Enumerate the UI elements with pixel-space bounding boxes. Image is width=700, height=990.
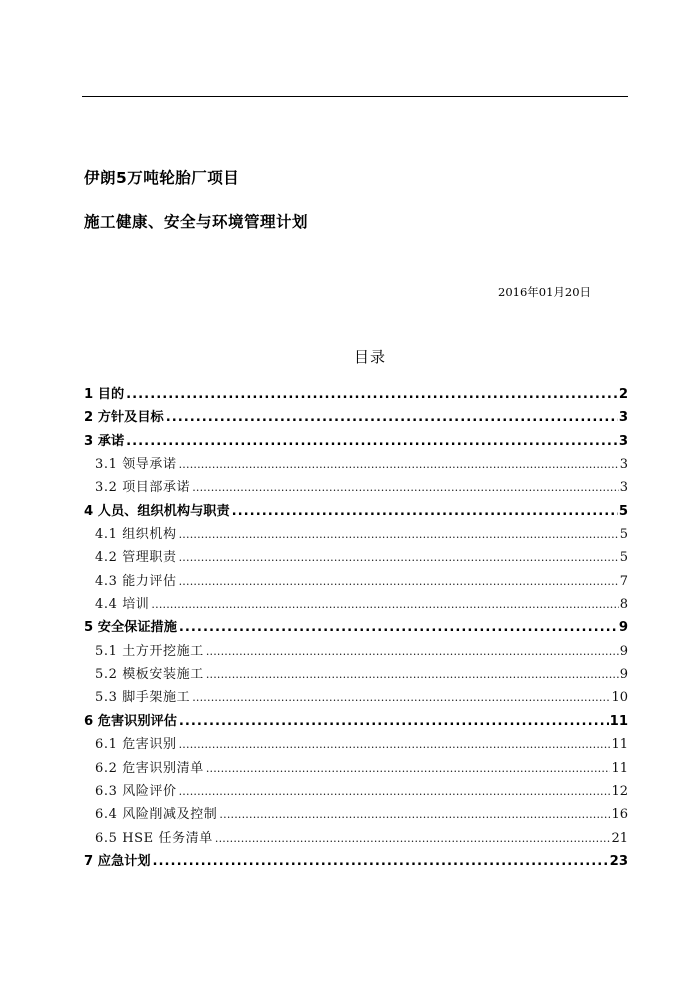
toc-dot-leader xyxy=(215,827,611,850)
toc-entry-page-number: 9 xyxy=(619,643,628,659)
toc-entry-label: 3.2 项目部承诺 xyxy=(95,480,191,496)
toc-entry-chapter[interactable] xyxy=(84,710,628,733)
toc-entry-label: 6.1 危害识别 xyxy=(95,737,177,753)
toc-entry-page-number: 5 xyxy=(619,550,628,566)
toc-entry-section[interactable] xyxy=(84,780,628,803)
toc-entry-label: 4.2 管理职责 xyxy=(95,550,177,566)
toc-dot-leader xyxy=(192,476,619,499)
toc-dot-leader xyxy=(179,616,618,639)
toc-dot-leader xyxy=(192,686,610,709)
toc-dot-leader xyxy=(206,663,619,686)
toc-entry-page-number: 11 xyxy=(611,737,628,753)
toc-entry-page-number: 23 xyxy=(609,853,628,869)
toc-dot-leader xyxy=(219,803,610,826)
toc-dot-leader xyxy=(126,430,618,453)
toc-dot-leader xyxy=(206,757,611,780)
toc-entry-label: 2 方针及目标 xyxy=(84,410,164,426)
toc-entry-chapter[interactable] xyxy=(84,616,628,639)
toc-entry-page-number: 3 xyxy=(618,433,628,449)
toc-entry-page-number: 5 xyxy=(619,527,628,543)
toc-entry-label: 3.1 领导承诺 xyxy=(95,457,177,473)
toc-entry-page-number: 7 xyxy=(619,573,628,589)
toc-entry-label: 6.5 HSE 任务清单 xyxy=(95,830,213,846)
toc-entry-label: 5.2 模板安装施工 xyxy=(95,667,204,683)
toc-entry-label: 6 危害识别评估 xyxy=(84,713,177,729)
toc-entry-page-number: 21 xyxy=(611,830,628,846)
toc-entry-label: 4.1 组织机构 xyxy=(95,527,177,543)
toc-entry-section[interactable] xyxy=(84,733,628,756)
toc-entry-section[interactable] xyxy=(84,546,628,569)
toc-entry-page-number: 12 xyxy=(611,783,628,799)
toc-entry-page-number: 11 xyxy=(611,760,628,776)
toc-entry-page-number: 11 xyxy=(609,713,628,729)
toc-entry-chapter[interactable] xyxy=(84,383,628,406)
toc-dot-leader xyxy=(126,383,618,406)
document-title: 施工健康、安全与环境管理计划 xyxy=(84,213,309,231)
toc-entry-section[interactable] xyxy=(84,686,628,709)
toc-entry-label: 7 应急计划 xyxy=(84,853,151,869)
toc-entry-label: 5.1 土方开挖施工 xyxy=(95,643,204,659)
toc-dot-leader xyxy=(232,500,618,523)
table-of-contents xyxy=(84,383,628,873)
toc-entry-page-number: 10 xyxy=(611,690,628,706)
toc-entry-section[interactable] xyxy=(84,757,628,780)
toc-entry-label: 4.3 能力评估 xyxy=(95,573,177,589)
toc-dot-leader xyxy=(179,710,609,733)
toc-entry-label: 6.3 风险评价 xyxy=(95,783,177,799)
toc-entry-page-number: 8 xyxy=(619,597,628,613)
toc-entry-page-number: 16 xyxy=(611,807,628,823)
toc-entry-label: 4.4 培训 xyxy=(95,597,150,613)
toc-entry-page-number: 9 xyxy=(619,667,628,683)
toc-entry-label: 5.3 脚手架施工 xyxy=(95,690,191,706)
toc-dot-leader xyxy=(179,733,611,756)
toc-dot-leader xyxy=(179,523,619,546)
toc-dot-leader xyxy=(151,593,618,616)
toc-dot-leader xyxy=(179,453,619,476)
toc-entry-label: 3 承诺 xyxy=(84,433,125,449)
toc-dot-leader xyxy=(153,850,609,873)
toc-entry-section[interactable] xyxy=(84,593,628,616)
toc-entry-section[interactable] xyxy=(84,453,628,476)
toc-entry-chapter[interactable] xyxy=(84,406,628,429)
toc-entry-page-number: 9 xyxy=(618,620,628,636)
toc-entry-page-number: 3 xyxy=(619,457,628,473)
toc-entry-page-number: 3 xyxy=(618,410,628,426)
toc-entry-chapter[interactable] xyxy=(84,850,628,873)
toc-entry-page-number: 3 xyxy=(619,480,628,496)
project-title: 伊朗5万吨轮胎厂项目 xyxy=(84,169,240,187)
toc-entry-page-number: 5 xyxy=(618,503,628,519)
toc-entry-label: 6.2 危害识别清单 xyxy=(95,760,204,776)
toc-entry-section[interactable] xyxy=(84,663,628,686)
toc-entry-section[interactable] xyxy=(84,570,628,593)
toc-entry-page-number: 2 xyxy=(618,387,628,402)
toc-dot-leader xyxy=(166,406,618,429)
toc-entry-label: 5 安全保证措施 xyxy=(84,620,177,636)
toc-entry-label: 1 目的 xyxy=(84,387,125,402)
toc-entry-chapter[interactable] xyxy=(84,430,628,453)
toc-dot-leader xyxy=(179,546,619,569)
toc-entry-label: 4 人员、组织机构与职责 xyxy=(84,503,230,519)
toc-entry-section[interactable] xyxy=(84,476,628,499)
toc-dot-leader xyxy=(206,640,619,663)
header-rule xyxy=(82,96,628,97)
toc-dot-leader xyxy=(179,570,619,593)
toc-entry-section[interactable] xyxy=(84,523,628,546)
toc-dot-leader xyxy=(179,780,611,803)
toc-entry-section[interactable] xyxy=(84,640,628,663)
toc-heading: 目录 xyxy=(353,348,386,366)
toc-entry-chapter[interactable] xyxy=(84,500,628,523)
document-date: 2016年01月20日 xyxy=(498,285,592,299)
toc-entry-section[interactable] xyxy=(84,827,628,850)
toc-entry-label: 6.4 风险削减及控制 xyxy=(95,807,218,823)
toc-entry-section[interactable] xyxy=(84,803,628,826)
